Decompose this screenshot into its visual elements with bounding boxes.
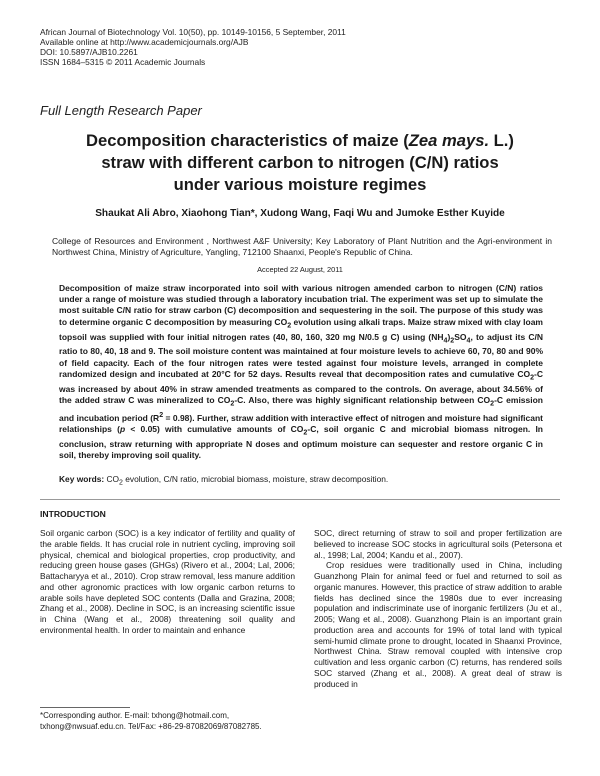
- article-type: Full Length Research Paper: [40, 103, 202, 118]
- journal-header: [40, 27, 560, 67]
- intro-paragraph: Crop residues were traditionally used in China, including Guanzhong Plain for animal feed or fuel and returned to soil as organic manures. However, this practice of straw addition to arable fields has declined since the 1980s due to ever increasing population and indiscriminate use of inorganic fertilizers (Ju et al., 2005; Wang et al., 2008). Guanzhong Plain is an important grain production area and accounts for 19% of total land with typical semi-humid climate prone to drought, located in Shaanxi Province, Northwest China. Straw removal coupled with intensive crop cultivation and less organic carbon (C) returns, has rendered soils SOC starved (Zhang et al., 2008). A great deal of straw is produced in: [314, 560, 562, 689]
- doi-line: DOI: 10.5897/AJB10.2261: [40, 47, 138, 57]
- issn-line: ISSN 1684–5315 © 2011 Academic Journals: [40, 57, 206, 67]
- section-divider: [40, 499, 560, 500]
- title-line-2: straw with different carbon to nitrogen (C/N) ratios: [101, 153, 499, 172]
- title-line-3: under various moisture regimes: [173, 175, 427, 194]
- footnote-line-2: txhong@nwsuaf.edu.cn. Tel/Fax: +86-29-87082069/87082785.: [40, 721, 262, 731]
- intro-paragraph: Soil organic carbon (SOC) is a key indicator of fertility and quality of the arable fields. It has crucial role in nutrient cycling, improving soil physical, chemical and biological properties, crop productivity, and reducing green house gases (GHGs) (Rivero et al., 2004; Lal, 2006; Battacharyya et al., 2010). Crop straw removal, less manure addition and other agronomic practices with low organic carbon returns to arable soils have depleted SOC contents (Dalla and Grazina, 2008; Zhang et al., 2008). Decline in SOC, is an increasing scientific issue in China (Wang et al., 2008) threatening soil quality and environmental health. In order to maintain and enhance: [40, 528, 295, 635]
- keywords-label: Key words:: [59, 474, 105, 484]
- journal-citation: African Journal of Biotechnology Vol. 10(50), pp. 10149-10156, 5 September, 2011: [40, 27, 346, 37]
- accepted-date: Accepted 22 August, 2011: [257, 265, 343, 274]
- footnote-line-1: *Corresponding author. E-mail: txhong@hotmail.com,: [40, 711, 230, 720]
- abstract: Decomposition of maize straw incorporated into soil with various nitrogen amended carbon to nitrogen (C/N) ratios under a range of moisture was studied through a laboratory incubation trial. The experiment was set up to simulate the most suitable C/N ratio for straw carbon (C) decomposition and sequestering in the soil. The purpose of this study was to determine organic C decomposition by measuring $CO_2$ evolution using alkali traps. Maize straw mixed with clay loam topsoil was supplied with four initial nitrogen rates (40, 80, 160, 320 mg N/0.5 g C) using $(NH_4)_2SO_4$, to adjust its C/N ratio to 80, 40, 18 and 9. The soil moisture content was maintained at four moisture levels to achieve 60, 70, 80 and 90% of field capacity. Each of the four nitrogen rates were tested against four moisture levels, arranged in complete randomized design and incubated at 20°C for 52 days. Results reveal that decomposition rates and cumulative $CO_2-C$ was increased by about 40% in straw amended treatments as compared to the controls. On average, about 34.56% of the added straw C was mineralized to $CO_2-C$. Also, there was highly significant relationship between $CO_2-C$ emission and incubation period $(R^2 = 0.98)$. Further, straw addition with interactive effect of nitrogen and moisture had significant relationships (p < 0.05) with cumulative amounts of $CO_2-C$, soil organic C and microbial biomass nitrogen. In conclusion, straw returning with appropriate N doses and optimum moisture can sequester and restore organic C in soil, thereby improving soil quality.: [59, 283, 544, 460]
- affiliation: College of Resources and Environment , Northwest A&F University; Key Laboratory of Plant Nutrition and the Agri-environment in Northwest China, Ministry of Agriculture, Yangling, 712100 Shaanxi, People's Republic of China.: [52, 236, 552, 257]
- availability-line: Available online at http://www.academicjournals.org/AJB: [40, 37, 249, 47]
- footnote-rule: [40, 707, 130, 708]
- corresponding-author-footnote: [40, 711, 295, 732]
- introduction-heading: INTRODUCTION: [40, 509, 106, 519]
- paper-title: [40, 130, 560, 196]
- intro-paragraph: SOC, direct returning of straw to soil and proper fertilization are believed to increase SOC stocks in agricultural soils (Petersona et al., 1998; Lal, 2004; Kandu et al., 2007).: [314, 528, 562, 560]
- keywords: Key words: $CO_2$ evolution, C/N ratio, microbial biomass, moisture, straw decomposition.: [59, 474, 389, 487]
- body-column-right: [314, 528, 562, 689]
- title-line-1: Decomposition characteristics of maize (Zea mays. L.): [86, 131, 514, 150]
- species-name: Zea mays.: [408, 131, 490, 150]
- author-list: Shaukat Ali Abro, Xiaohong Tian*, Xudong Wang, Faqi Wu and Jumoke Esther Kuyide: [95, 208, 505, 219]
- body-column-left: [40, 528, 295, 636]
